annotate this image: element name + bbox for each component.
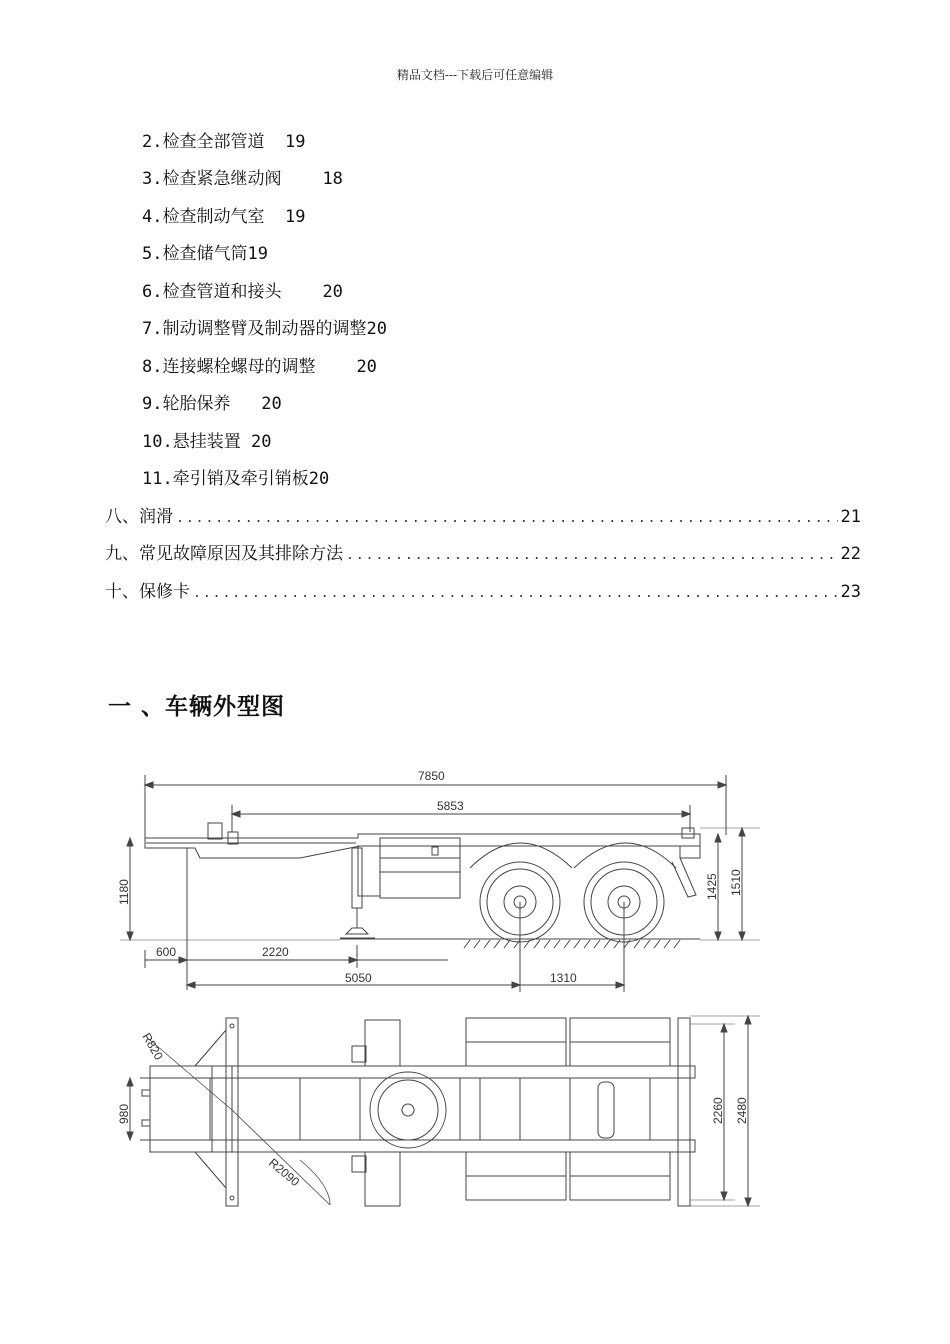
- toc-page-number: 19: [284, 207, 306, 227]
- toc-page-number: 20: [250, 432, 272, 452]
- dim-2260: 2260: [711, 1097, 725, 1124]
- dim-r820: R820: [139, 1030, 166, 1063]
- side-view: [117, 769, 760, 992]
- dim-1425: 1425: [705, 873, 719, 900]
- toc-page-number: 20: [356, 357, 377, 377]
- toc-item-label: 八、润滑: [105, 507, 173, 527]
- dim-5050: 5050: [345, 971, 372, 985]
- toc-item-label: 2.检查全部管道: [142, 132, 265, 152]
- toc-item-label: 十、保修卡: [105, 582, 190, 602]
- toc-item-label: 9.轮胎保养: [142, 394, 231, 414]
- toc-item-label: 3.检查紧急继动阀: [142, 169, 282, 189]
- dim-5853: 5853: [437, 799, 464, 813]
- toc-page-number: 18: [322, 169, 343, 189]
- toc-page-number: 21: [840, 507, 861, 527]
- toc-page-number: 20: [322, 282, 343, 302]
- toc-item-label: 九、常见故障原因及其排除方法: [105, 544, 343, 564]
- toc-item-label: 7.制动调整臂及制动器的调整: [142, 319, 367, 339]
- toc-item-label: 6.检查管道和接头: [142, 282, 282, 302]
- dim-axle-spacing: 1310: [550, 971, 577, 985]
- top-view: [117, 1016, 760, 1206]
- dim-600: 600: [156, 945, 177, 959]
- toc-page-number: 19: [247, 244, 268, 264]
- page-header: 精品文档---下载后可任意编辑: [396, 68, 554, 82]
- dim-980: 980: [117, 1103, 131, 1124]
- toc-page-number: 19: [284, 132, 306, 152]
- toc-page-number: 20: [308, 469, 330, 489]
- toc-page-number: 22: [840, 544, 861, 564]
- toc-item-label: 8.连接螺栓螺母的调整: [142, 357, 316, 377]
- dim-r2090: R2090: [266, 1155, 303, 1190]
- section-title: 一 、车辆外型图: [108, 694, 286, 720]
- dim-2220: 2220: [262, 945, 289, 959]
- toc-item-label: 11.牵引销及牵引销板: [142, 469, 309, 489]
- toc-item-label: 5.检查储气筒: [142, 244, 248, 264]
- toc-page-number: 20: [261, 394, 282, 414]
- toc-page-number: 20: [366, 319, 387, 339]
- toc-page-number: 23: [840, 582, 861, 602]
- toc-item-label: 10.悬挂装置: [142, 432, 241, 452]
- dim-1510: 1510: [729, 869, 743, 896]
- toc-item-label: 4.检查制动气室: [142, 207, 265, 227]
- dim-overall-length: 7850: [418, 769, 445, 783]
- dim-2480: 2480: [735, 1097, 749, 1124]
- dim-1180: 1180: [117, 879, 131, 905]
